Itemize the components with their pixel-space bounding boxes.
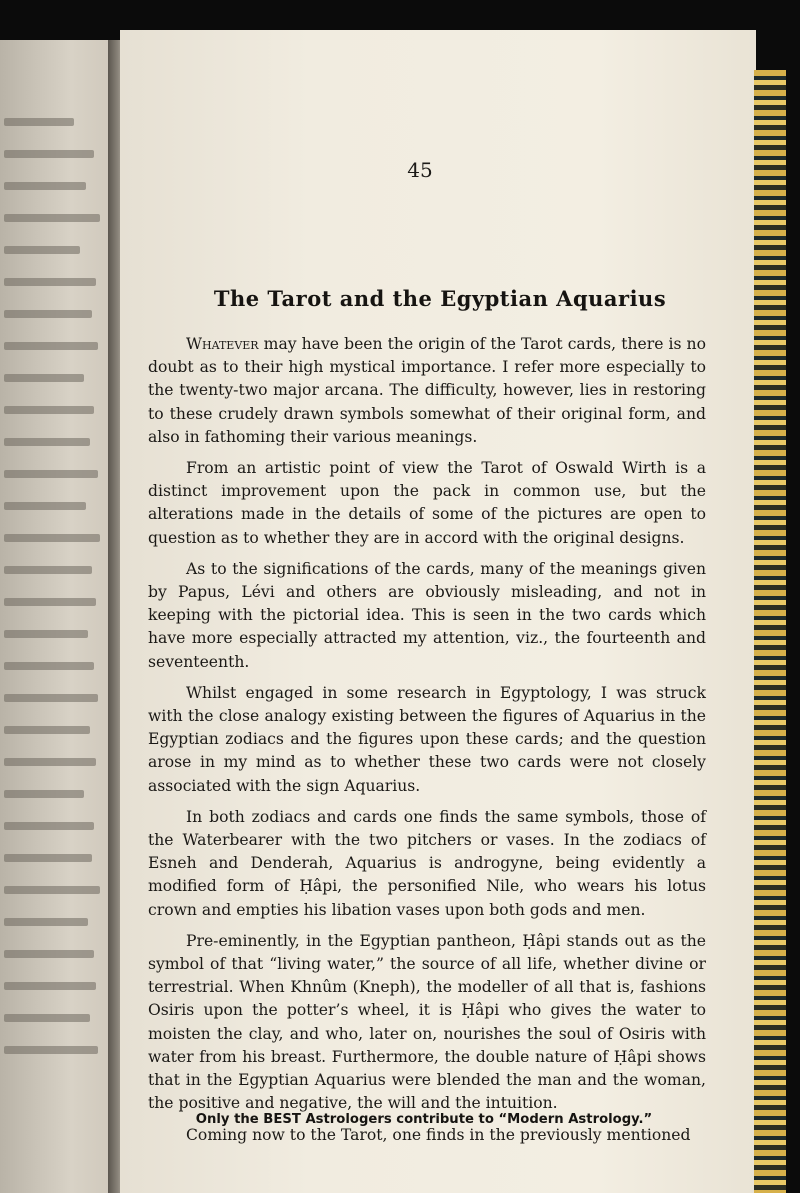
body-text bbox=[148, 333, 706, 1155]
paragraph: Whatever may have been the origin of the Tarot cards, there is no doubt as to their high mystical importance. I refer more especially to the twenty-two major arcana. The difficulty, however, lies in restoring to these crudely drawn symbols somewhat of their original form, and also in fathoming their various meanings. bbox=[148, 335, 706, 446]
gilt-page-edge bbox=[754, 70, 786, 1193]
paragraph: Whilst engaged in some research in Egyptology, I was struck with the close analogy existing between the figures of Aquarius in the Egyptian zodiacs and the figures upon these cards; and the question arose in my mind as to whether these two cards were not closely associated with the sign Aquarius. bbox=[148, 683, 706, 795]
paragraph-lead-word: Whatever bbox=[186, 335, 259, 353]
paragraph: As to the significations of the cards, many of the meanings given by Papus, Lévi and others are obviously misleading, and not in keeping with the pictorial idea. This is seen in the two cards which have more especially attracted my attention, viz., the fourteenth and seventeenth. bbox=[148, 559, 706, 671]
page-number: 45 bbox=[407, 158, 433, 182]
paragraph: From an artistic point of view the Tarot of Oswald Wirth is a distinct improvement upon the pack in common use, but the alterations made in the details of some of the pictures are open to question as to whether they are in accord with the original designs. bbox=[148, 459, 706, 547]
book-page bbox=[120, 30, 756, 1193]
footer-advert: Only the BEST Astrologers contribute to “Modern Astrology.” bbox=[195, 1112, 653, 1127]
paragraph: Pre-eminently, in the Egyptian pantheon, Ḥâpi stands out as the symbol of that “living water,” the source of all life, whether divine or terrestrial. When Khnûm (Kneph), the modeller of all that is, fashions Osiris upon the potter’s wheel, it is Ḥâpi who gives the water to moisten the clay, and who, later on, nourishes the soul of Osiris with water from his breast. Furthermore, the double nature of Ḥâpi shows that in the Egyptian Aquarius were blended the man and the woman, the positive and negative, the will and the intuition. bbox=[148, 931, 706, 1113]
chapter-title: The Tarot and the Egyptian Aquarius bbox=[213, 286, 667, 311]
paragraph: Coming now to the Tarot, one finds in the previously mentioned bbox=[186, 1125, 691, 1144]
paragraph: In both zodiacs and cards one finds the same symbols, those of the Waterbearer with the two pitchers or vases. In the zodiacs of Esneh and Denderah, Aquarius is androgyne, being evidently a modified form of Ḥâpi, the personified Nile, who wears his lotus crown and empties his libation vases upon both gods and men. bbox=[148, 807, 706, 919]
facing-page bbox=[0, 40, 118, 1193]
